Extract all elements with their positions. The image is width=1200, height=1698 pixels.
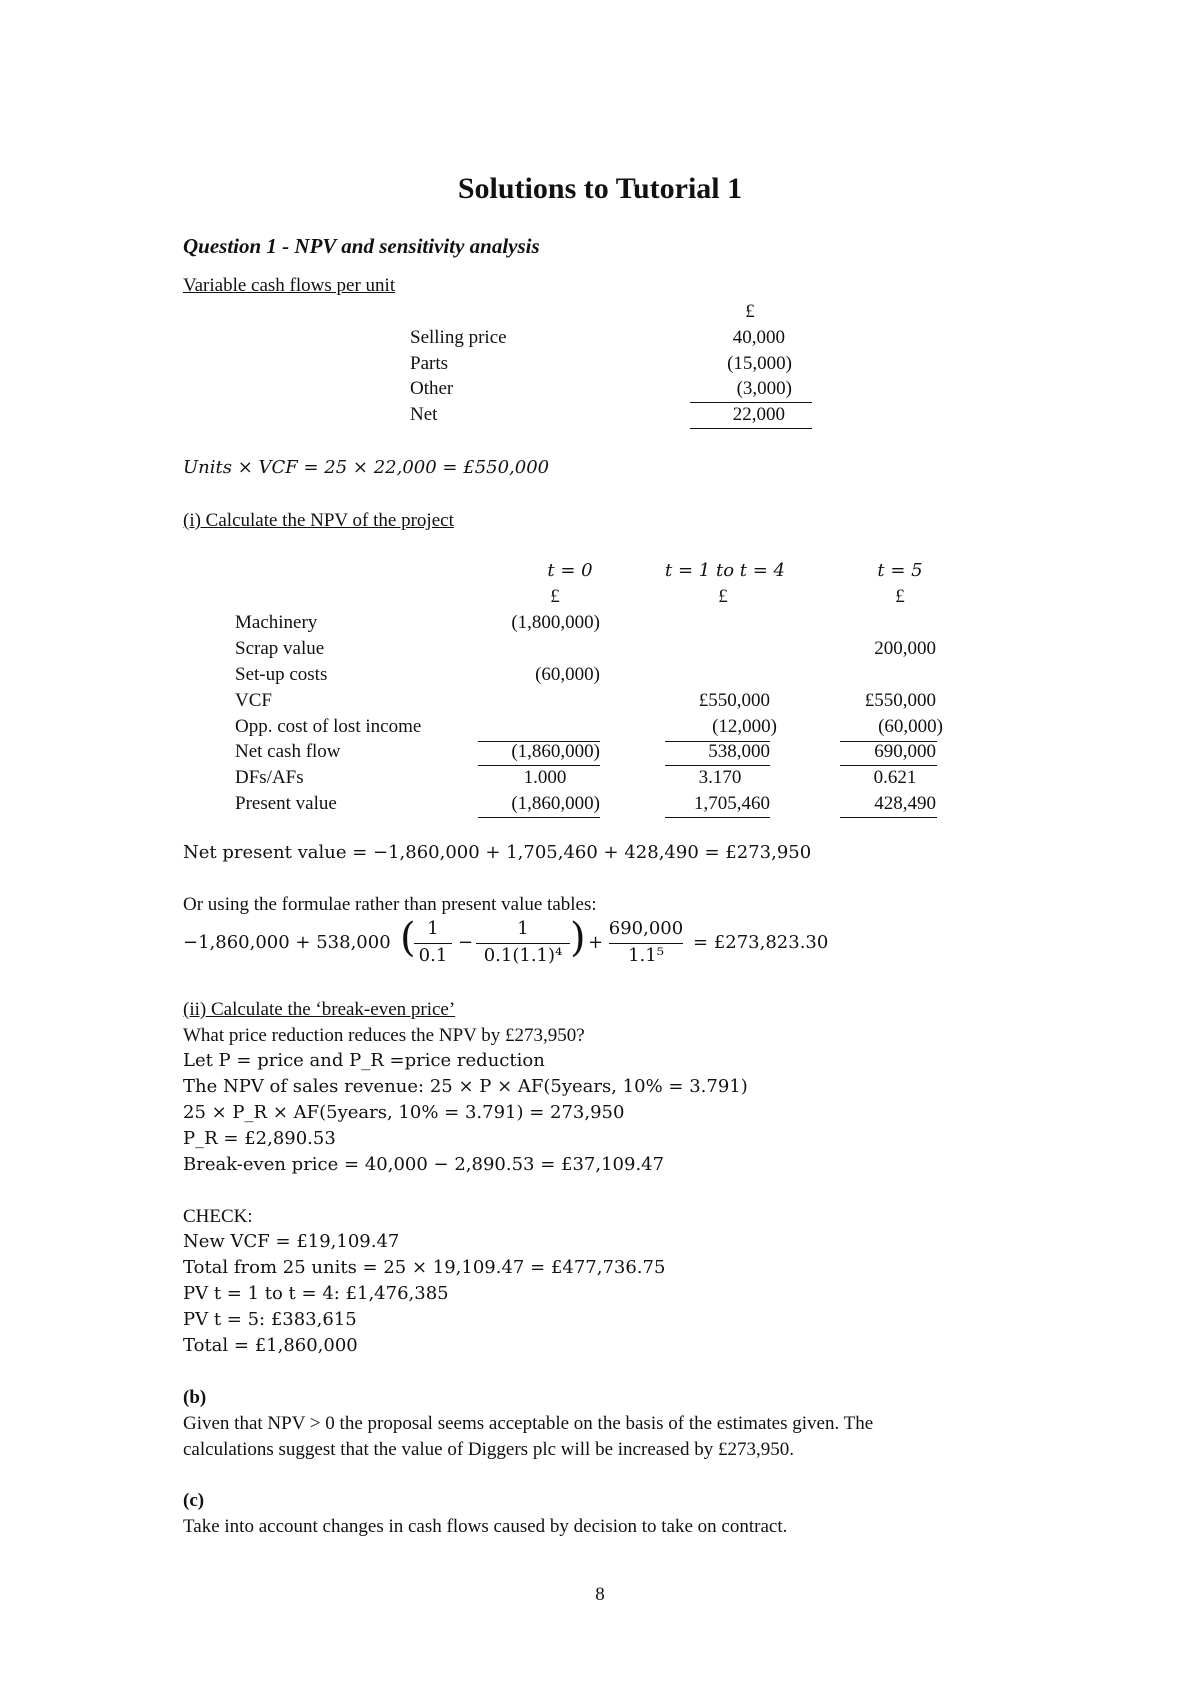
- question-heading: Question 1 - NPV and sensitivity analysis: [183, 234, 540, 258]
- page-number: 8: [595, 1584, 605, 1605]
- cell-vcf-t1-4: £550,000: [698, 690, 770, 711]
- formula-frac1-bar: [414, 943, 452, 944]
- cell-scrap-t5: 200,000: [874, 638, 936, 659]
- vcf-value-parts: (15,000): [727, 353, 792, 374]
- units-vcf-equation: Units × VCF = 25 × 22,000 = £550,000: [183, 457, 550, 478]
- col-header-t5: t = 5: [877, 560, 923, 581]
- rule-pv-bottom-t1-4: [665, 817, 770, 818]
- col-header-t1-4: t = 1 to t = 4: [665, 560, 785, 581]
- cell-df-t0: 1.000: [523, 767, 567, 788]
- part-ii-line-5: P_R = £2,890.53: [183, 1128, 336, 1149]
- row-label-scrap-value: Scrap value: [235, 638, 325, 659]
- row-label-dfs-afs: DFs/AFs: [235, 767, 304, 788]
- cell-df-t5: 0.621: [873, 767, 917, 788]
- vcf-value-selling-price: 40,000: [732, 327, 785, 348]
- formula-result: = £273,823.30: [693, 932, 829, 953]
- vcf-label-selling-price: Selling price: [410, 327, 507, 348]
- vcf-value-net: 22,000: [732, 404, 785, 425]
- formula-frac1-num: 1: [427, 918, 439, 939]
- formula-frac2-bar: [476, 943, 570, 944]
- col-currency-t5: £: [895, 586, 905, 607]
- formula-frac2-den: 0.1(1.1)⁴: [483, 945, 563, 966]
- rule-pv-bottom-t5: [840, 817, 937, 818]
- col-currency-t1-4: £: [718, 586, 728, 607]
- part-b-line-2: calculations suggest that the value of Diggers plc will be increased by £273,950.: [183, 1439, 795, 1460]
- formula-plus: +: [588, 932, 604, 953]
- check-line-4: PV t = 5: £383,615: [183, 1309, 357, 1330]
- part-ii-line-6: Break-even price = 40,000 − 2,890.53 = £37,109.47: [183, 1154, 665, 1175]
- cell-netcf-t1-4: 538,000: [708, 741, 770, 762]
- formula-close-paren: ): [570, 915, 586, 961]
- cell-netcf-t0: (1,860,000): [511, 741, 600, 762]
- col-header-t0: t = 0: [547, 560, 593, 581]
- check-heading: CHECK:: [183, 1206, 253, 1227]
- cell-af-t1-4: 3.170: [698, 767, 742, 788]
- formula-frac3-den: 1.1⁵: [628, 945, 664, 966]
- formula-frac1-den: 0.1: [418, 945, 448, 966]
- cell-opp-t5: (60,000): [878, 716, 943, 737]
- formula-lead: −1,860,000 + 538,000: [183, 932, 391, 953]
- part-ii-line-1: What price reduction reduces the NPV by £273,950?: [183, 1025, 585, 1046]
- vcf-currency: £: [745, 301, 755, 322]
- check-line-5: Total = £1,860,000: [183, 1335, 358, 1356]
- part-ii-heading: (ii) Calculate the ‘break-even price’: [183, 999, 456, 1020]
- check-line-1: New VCF = £19,109.47: [183, 1231, 400, 1252]
- formula-frac2-num: 1: [517, 918, 529, 939]
- part-ii-line-4: 25 × P_R × AF(5years, 10% = 3.791) = 273,950: [183, 1102, 625, 1123]
- cell-pv-t5: 428,490: [874, 793, 936, 814]
- cell-opp-t1-4: (12,000): [712, 716, 777, 737]
- cell-machinery-t0: (1,800,000): [511, 612, 600, 633]
- formula-frac3-num: 690,000: [608, 918, 684, 939]
- formula-frac3-bar: [609, 943, 683, 944]
- cell-pv-t1-4: 1,705,460: [694, 793, 770, 814]
- part-b-heading: (b): [183, 1387, 207, 1408]
- cell-setup-t0: (60,000): [535, 664, 600, 685]
- vcf-value-other: (3,000): [736, 378, 792, 399]
- row-label-setup-costs: Set-up costs: [235, 664, 328, 685]
- vcf-label-net: Net: [410, 404, 438, 425]
- formula-minus: −: [458, 932, 474, 953]
- page-title: Solutions to Tutorial 1: [457, 172, 743, 205]
- row-label-opp-cost: Opp. cost of lost income: [235, 716, 422, 737]
- row-label-vcf: VCF: [235, 690, 272, 711]
- formula-open-paren: (: [400, 915, 416, 961]
- vcf-label-parts: Parts: [410, 353, 448, 374]
- cell-netcf-t5: 690,000: [874, 741, 936, 762]
- rule-pv-bottom-t0: [478, 817, 600, 818]
- part-b-line-1: Given that NPV > 0 the proposal seems acceptable on the basis of the estimates given. The: [183, 1413, 874, 1434]
- cell-pv-t0: (1,860,000): [511, 793, 600, 814]
- cell-vcf-t5: £550,000: [864, 690, 936, 711]
- part-ii-line-3: The NPV of sales revenue: 25 × P × AF(5years, 10% = 3.791): [183, 1076, 748, 1097]
- vcf-total-rule: [690, 428, 812, 429]
- npv-line: Net present value = −1,860,000 + 1,705,460 + 428,490 = £273,950: [183, 842, 812, 863]
- row-label-present-value: Present value: [235, 793, 337, 814]
- check-line-3: PV t = 1 to t = 4: £1,476,385: [183, 1283, 449, 1304]
- vcf-heading: Variable cash flows per unit: [183, 275, 396, 296]
- vcf-label-other: Other: [410, 378, 454, 399]
- row-label-machinery: Machinery: [235, 612, 318, 633]
- part-c-heading: (c): [183, 1490, 205, 1511]
- formula-intro: Or using the formulae rather than present value tables:: [183, 894, 597, 915]
- row-label-net-cash-flow: Net cash flow: [235, 741, 341, 762]
- part-ii-line-2: Let P = price and P_R =price reduction: [183, 1050, 545, 1071]
- part-i-heading: (i) Calculate the NPV of the project: [183, 510, 454, 531]
- col-currency-t0: £: [550, 586, 560, 607]
- check-line-2: Total from 25 units = 25 × 19,109.47 = £477,736.75: [183, 1257, 666, 1278]
- part-c-line-1: Take into account changes in cash flows caused by decision to take on contract.: [183, 1516, 788, 1537]
